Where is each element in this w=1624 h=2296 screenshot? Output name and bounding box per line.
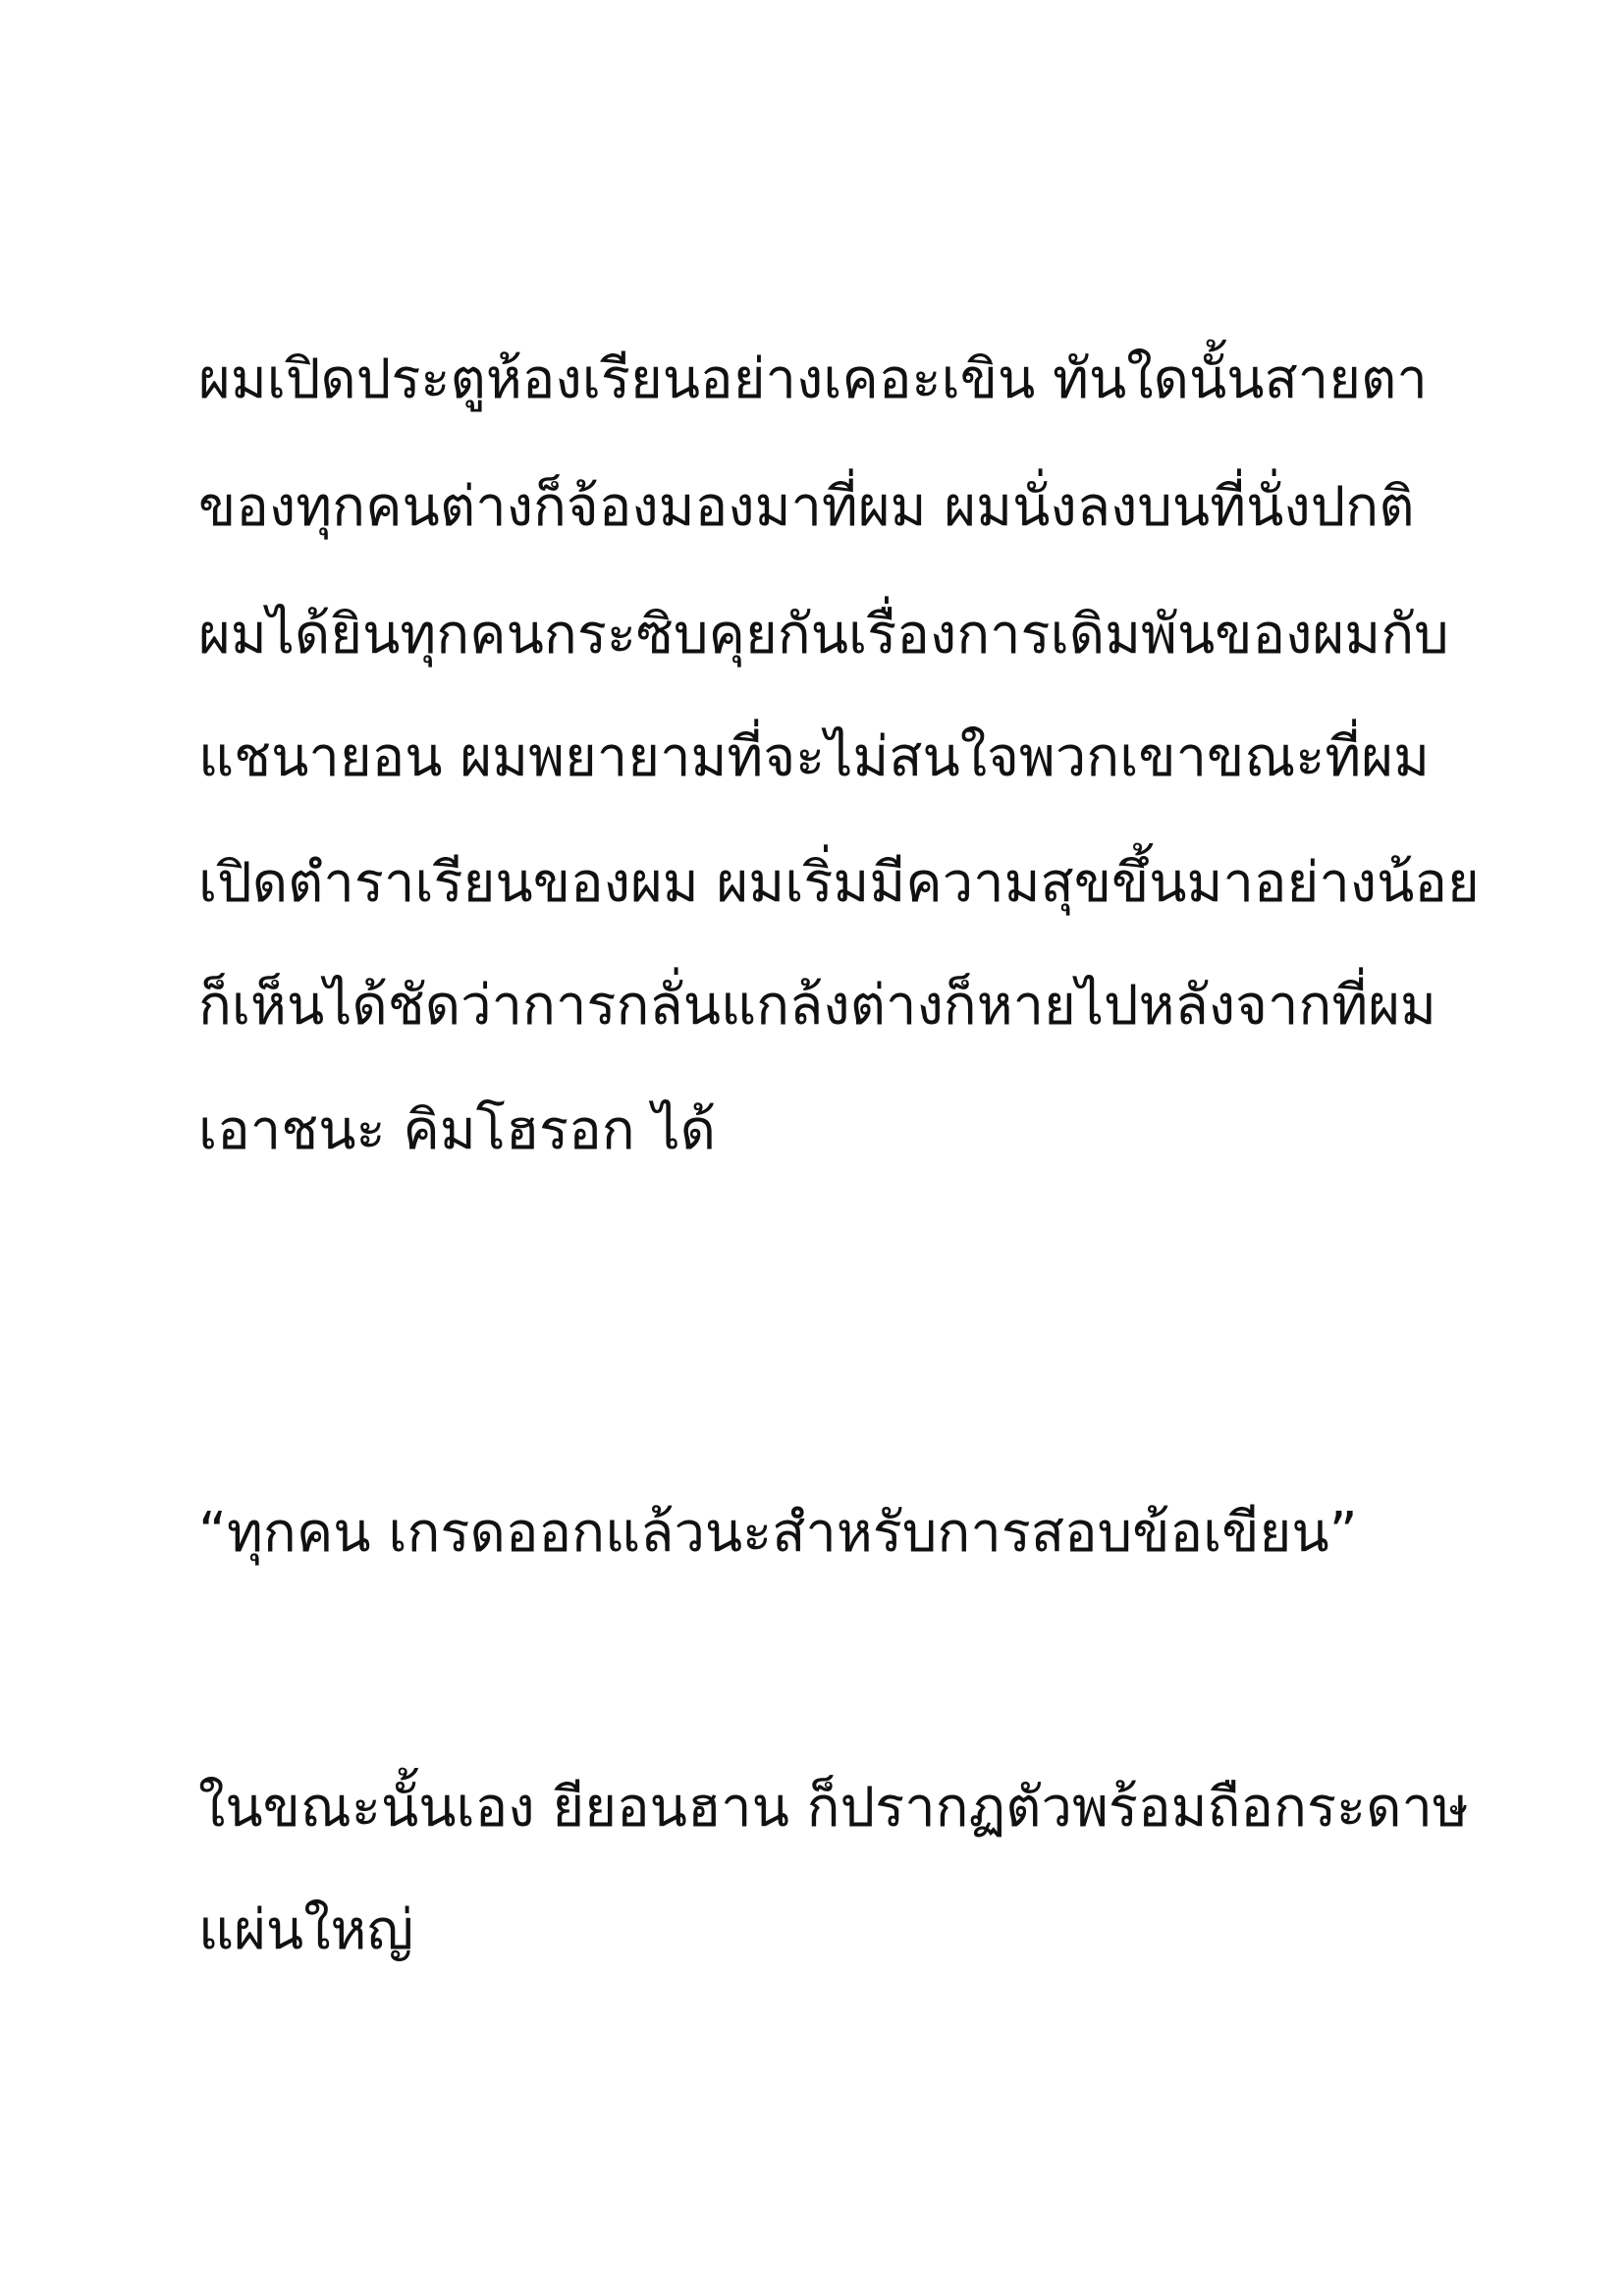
paragraph-2-line-2: แผ่นใหญ่	[198, 1898, 414, 1962]
paragraph-1-line-4: แชนายอน ผมพยายามที่จะไม่สนใจพวกเขาขณะที่ผม	[198, 725, 1431, 789]
dialogue-line: “ทุกคน เกรดออกแล้วนะสำหรับการสอบข้อเขียน”	[198, 1501, 1358, 1565]
paragraph-1-line-2: ของทุกคนต่างก็จ้องมองมาที่ผม ผมนั่งลงบนที่นั่งปกติ	[198, 475, 1415, 539]
paragraph-1-line-7: เอาชนะ คิมโฮรอก ได้	[198, 1098, 716, 1162]
paragraph-1-line-5: เปิดตำราเรียนของผม ผมเริ่มมีความสุขขึ้นมาอย่างน้อย	[198, 851, 1480, 915]
paragraph-1-line-3: ผมได้ยินทุกคนกระซิบคุยกันเรื่องการเดิมพันของผมกับ	[198, 603, 1449, 667]
paragraph-1-line-1: ผมเปิดประตูห้องเรียนอย่างเคอะเขิน ทันใดนั้นสายตา	[198, 347, 1428, 411]
paragraph-1-line-6: ก็เห็นได้ชัดว่าการกลั่นแกล้งต่างก็หายไปหลังจากที่ผม	[198, 974, 1436, 1038]
paragraph-2-line-1: ในขณะนั้นเอง ยียอนฮาน ก็ปรากฏตัวพร้อมถือกระดาษ	[198, 1776, 1469, 1840]
